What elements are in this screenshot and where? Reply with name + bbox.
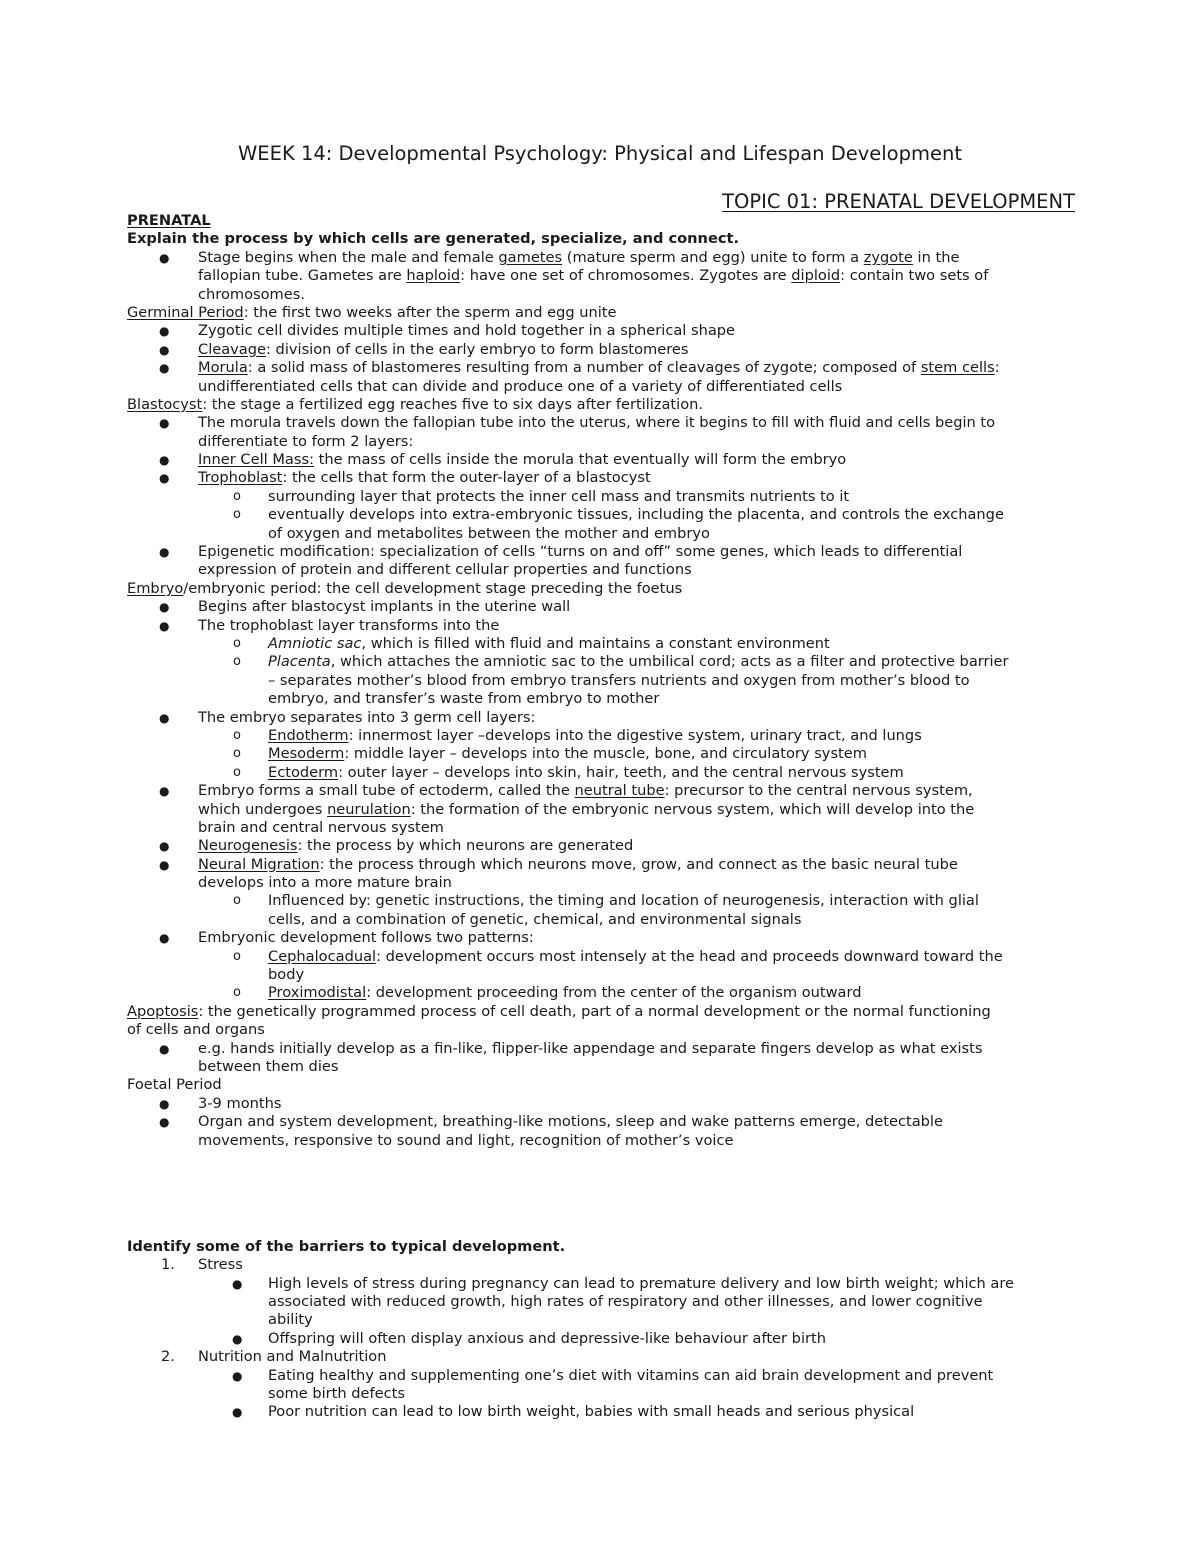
sub-list-item-continued: body <box>268 966 305 984</box>
list-item-continued: develops into a more mature brain <box>198 874 452 892</box>
sub-list-item-continued: of oxygen and metabolites between the mother and embryo <box>268 524 710 542</box>
circle-bullet-icon: o <box>233 764 241 780</box>
section-heading-prenatal: PRENATAL <box>127 212 211 229</box>
list-number: 2. <box>161 1348 175 1366</box>
bullet-icon: ● <box>159 416 170 431</box>
numbered-item: 1. Stress <box>161 1256 243 1274</box>
bullet-icon: ● <box>159 361 170 376</box>
list-item: ● Zygotic cell divides multiple times and hold together in a spherical shape <box>159 322 736 340</box>
bullet-icon: ● <box>159 618 170 633</box>
circle-bullet-icon: o <box>233 488 241 504</box>
bullet-icon: ● <box>159 471 170 486</box>
sub-list-item-continued: associated with reduced growth, high rates of respiratory and other illnesses, and lower cognitive <box>268 1293 983 1311</box>
list-item: ● Morula: a solid mass of blastomeres resulting from a number of cleavages of zygote; composed of stem cells: <box>159 359 1000 377</box>
term-definition: Embryo/embryonic period: the cell development stage preceding the foetus <box>127 579 683 597</box>
sub-list-item: o Cephalocadual: development occurs most intensely at the head and proceeds downward toward the <box>233 947 1003 965</box>
list-item-continued: brain and central nervous system <box>198 818 444 836</box>
bullet-icon: ● <box>159 600 170 615</box>
circle-bullet-icon: o <box>233 746 241 762</box>
list-item: ● 3-9 months <box>159 1094 282 1112</box>
list-item: ● Embryonic development follows two patterns: <box>159 929 534 947</box>
list-item-continued: differentiate to form 2 layers: <box>198 432 414 450</box>
sub-list-item: ● Eating healthy and supplementing one’s diet with vitamins can aid brain development and prevent <box>232 1366 994 1384</box>
list-item: ● Embryo forms a small tube of ectoderm, called the neutral tube: precursor to the central nervous system, <box>159 782 973 800</box>
list-item: ● Stage begins when the male and female gametes (mature sperm and egg) unite to form a zygote in the <box>159 248 960 266</box>
bullet-icon: ● <box>232 1276 243 1291</box>
bullet-icon: ● <box>159 342 170 357</box>
bullet-icon: ● <box>159 1041 170 1056</box>
term-definition-continued: of cells and organs <box>127 1021 265 1039</box>
sub-list-item: o surrounding layer that protects the inner cell mass and transmits nutrients to it <box>233 487 850 505</box>
sub-list-item: o Mesoderm: middle layer – develops into the muscle, bone, and circulatory system <box>233 745 867 763</box>
sub-list-item: o Endotherm: innermost layer –develops into the digestive system, urinary tract, and lungs <box>233 726 922 744</box>
bullet-icon: ● <box>159 250 170 265</box>
sub-list-item: ● High levels of stress during pregnancy can lead to premature delivery and low birth weight; which are <box>232 1274 1015 1292</box>
list-item: ● The trophoblast layer transforms into the <box>159 616 500 634</box>
list-item: ● Inner Cell Mass: the mass of cells inside the morula that eventually will form the embryo <box>159 451 847 469</box>
term-definition: Apoptosis: the genetically programmed process of cell death, part of a normal development or the normal functioning <box>127 1002 991 1020</box>
list-number: 1. <box>161 1256 175 1274</box>
bullet-icon: ● <box>159 839 170 854</box>
bullet-icon: ● <box>159 1115 170 1130</box>
list-item: ● Neurogenesis: the process by which neurons are generated <box>159 837 634 855</box>
term-definition: Germinal Period: the first two weeks after the sperm and egg unite <box>127 303 617 321</box>
bullet-icon: ● <box>159 1096 170 1111</box>
sub-list-item-continued: some birth defects <box>268 1385 406 1403</box>
bullet-icon: ● <box>159 710 170 725</box>
bullet-icon: ● <box>159 453 170 468</box>
circle-bullet-icon: o <box>233 654 241 670</box>
bullet-icon: ● <box>159 931 170 946</box>
circle-bullet-icon: o <box>233 635 241 651</box>
list-item: ● Epigenetic modification: specialization of cells “turns on and off” some genes, which leads to differential <box>159 543 963 561</box>
spacer <box>127 1150 1077 1238</box>
list-item: ● Organ and system development, breathing-like motions, sleep and wake patterns emerge, detectable <box>159 1113 943 1131</box>
question-heading: Explain the process by which cells are generated, specialize, and connect. <box>127 230 740 248</box>
list-item: ● Cleavage: division of cells in the early embryo to form blastomeres <box>159 340 689 358</box>
list-item-continued: fallopian tube. Gametes are haploid: have one set of chromosomes. Zygotes are diploid: contain two sets of <box>198 267 989 285</box>
list-item: ● The embryo separates into 3 germ cell layers: <box>159 708 536 726</box>
bullet-icon: ● <box>232 1405 243 1420</box>
sub-list-item: ● Offspring will often display anxious and depressive-like behaviour after birth <box>232 1329 826 1347</box>
circle-bullet-icon: o <box>233 948 241 964</box>
bullet-icon: ● <box>232 1331 243 1346</box>
list-item-continued: movements, responsive to sound and light, recognition of mother’s voice <box>198 1131 734 1149</box>
circle-bullet-icon: o <box>233 727 241 743</box>
sub-list-item: o Influenced by: genetic instructions, the timing and location of neurogenesis, interaction with glial <box>233 892 979 910</box>
document-body <box>127 212 1077 1422</box>
sub-list-item-continued: ability <box>268 1311 313 1329</box>
list-item-continued: chromosomes. <box>198 285 305 303</box>
numbered-item: 2. Nutrition and Malnutrition <box>161 1348 387 1366</box>
sub-list-item-continued: cells, and a combination of genetic, chemical, and environmental signals <box>268 910 802 928</box>
circle-bullet-icon: o <box>233 893 241 909</box>
bullet-icon: ● <box>159 784 170 799</box>
list-item: ● Neural Migration: the process through which neurons move, grow, and connect as the basic neural tube <box>159 855 958 873</box>
sub-list-item: o eventually develops into extra-embryonic tissues, including the placenta, and controls the exchange <box>233 506 1004 524</box>
term-definition: Blastocyst: the stage a fertilized egg reaches five to six days after fertilization. <box>127 395 704 413</box>
bullet-icon: ● <box>159 857 170 872</box>
sub-list-item: ● Poor nutrition can lead to low birth weight, babies with small heads and serious physical <box>232 1403 915 1421</box>
document-title: WEEK 14: Developmental Psychology: Physical and Lifespan Development <box>238 142 962 165</box>
bullet-icon: ● <box>159 545 170 560</box>
question-heading: Identify some of the barriers to typical development. <box>127 1237 566 1255</box>
list-item: ● e.g. hands initially develop as a fin-like, flipper-like appendage and separate fingers develop as what exists <box>159 1039 983 1057</box>
circle-bullet-icon: o <box>233 507 241 523</box>
sub-list-item: o Ectoderm: outer layer – develops into skin, hair, teeth, and the central nervous system <box>233 763 904 781</box>
bullet-icon: ● <box>159 324 170 339</box>
list-item-continued: undifferentiated cells that can divide and produce one of a variety of differentiated cells <box>198 377 843 395</box>
list-item: ● The morula travels down the fallopian tube into the uterus, where it begins to fill with fluid and cells begin to <box>159 414 996 432</box>
topic-heading: TOPIC 01: PRENATAL DEVELOPMENT <box>722 190 1075 213</box>
bullet-icon: ● <box>232 1368 243 1383</box>
list-item-continued: which undergoes neurulation: the formation of the embryonic nervous system, which will develop into the <box>198 800 975 818</box>
circle-bullet-icon: o <box>233 985 241 1001</box>
sub-list-item: o Placenta, which attaches the amniotic sac to the umbilical cord; acts as a filter and protective barrier <box>233 653 1009 671</box>
list-item: ● Trophoblast: the cells that form the outer-layer of a blastocyst <box>159 469 651 487</box>
sub-list-item: o Proximodistal: development proceeding from the center of the organism outward <box>233 984 862 1002</box>
list-item-continued: expression of protein and different cellular properties and functions <box>198 561 692 579</box>
term-heading: Foetal Period <box>127 1076 222 1094</box>
sub-list-item-continued: – separates mother’s blood from embryo transfers nutrients and oxygen from mother’s blood to <box>268 671 970 689</box>
sub-list-item: o Amniotic sac, which is filled with fluid and maintains a constant environment <box>233 634 830 652</box>
sub-list-item-continued: embryo, and transfer’s waste from embryo to mother <box>268 690 660 708</box>
list-item-continued: between them dies <box>198 1057 339 1075</box>
list-item: ● Begins after blastocyst implants in the uterine wall <box>159 598 571 616</box>
